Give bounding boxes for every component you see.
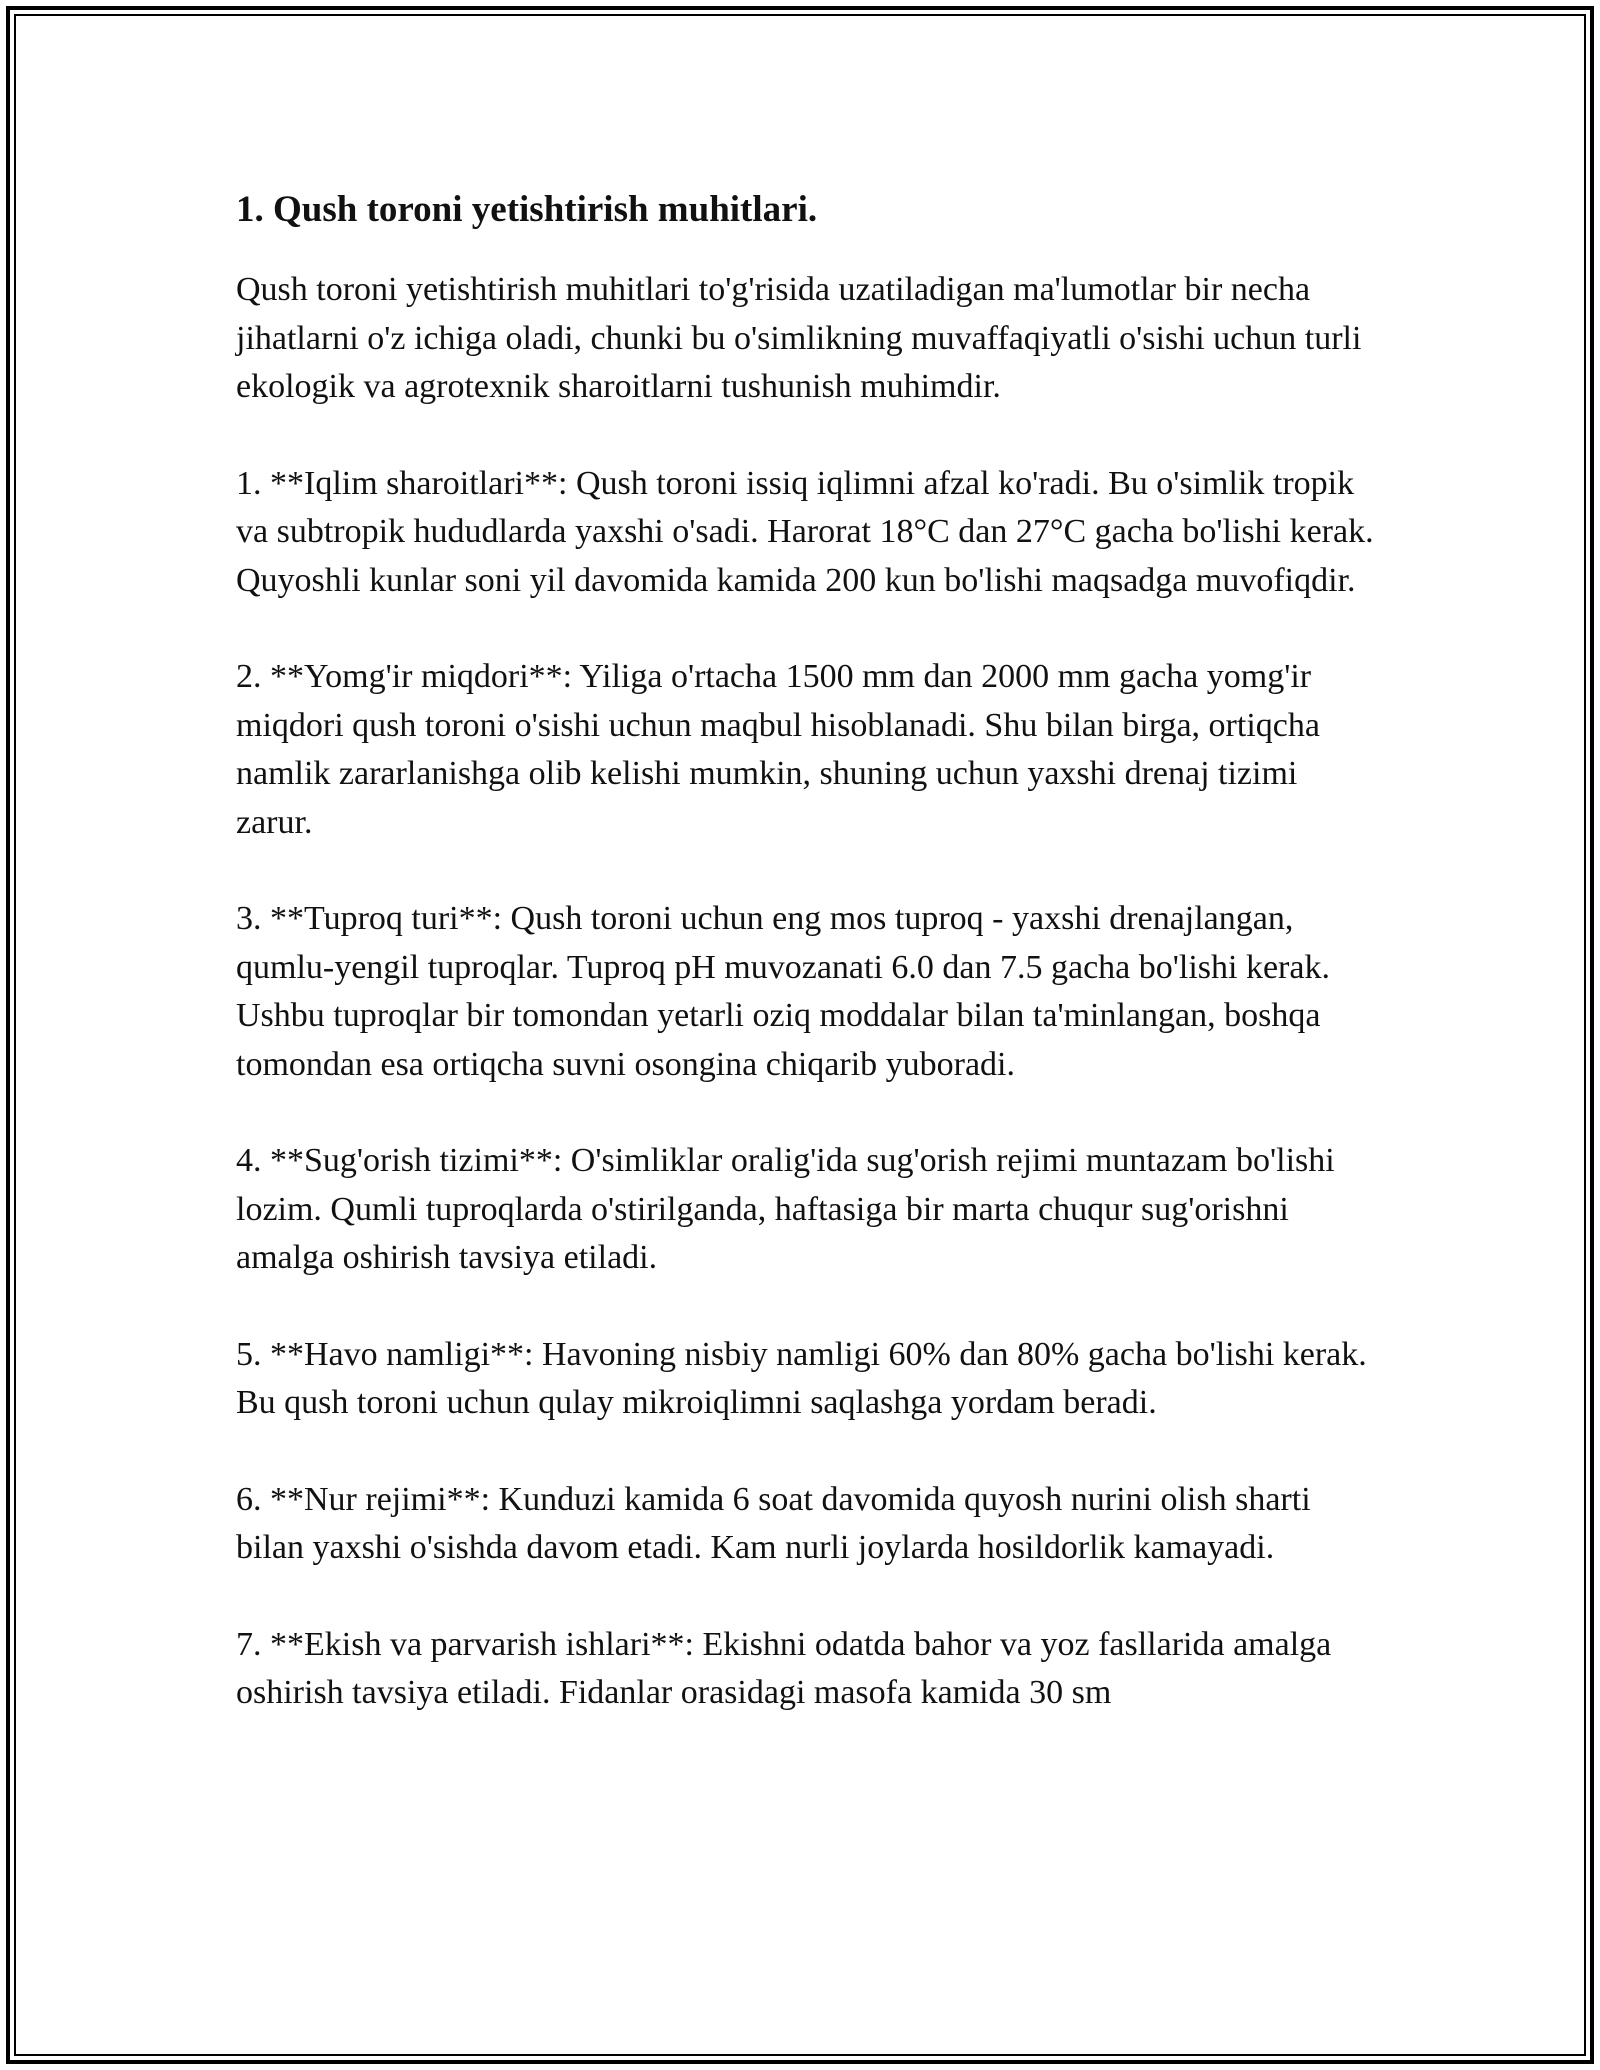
list-item-light: 6. **Nur rejimi**: Kunduzi kamida 6 soat davomida quyosh nurini olish sharti bilan yaxshi o'sishda davom etadi. Kam nurli joylarda hosildorlik kamayadi.	[236, 1480, 1311, 1566]
list-item-irrigation: 4. **Sug'orish tizimi**: O'simliklar oralig'ida sug'orish rejimi muntazam bo'lishi lozim. Qumli tuproqlarda o'stirilganda, haftasiga bir marta chuqur sug'orishni amalga oshirish tavsiya etiladi.	[236, 1142, 1335, 1276]
list-item-rainfall: 2. **Yomg'ir miqdori**: Yiliga o'rtacha 1500 mm dan 2000 mm gacha yomg'ir miqdori qush toroni o'sishi uchun maqbul hisoblanadi. Shu bilan birga, ortiqcha namlik zararlanishga olib kelishi mumkin, shuning uchun yaxshi drenaj tizimi zarur.	[236, 658, 1320, 841]
intro-paragraph: Qush toroni yetishtirish muhitlari to'g'risida uzatiladigan ma'lumotlar bir necha jihatlarni o'z ichiga oladi, chunki bu o'simlikning muvaffaqiyatli o'sishi uchun turli ekologik va agrotexnik sharoitlarni tushunish muhimdir.	[236, 271, 1362, 405]
list-item-planting: 7. **Ekish va parvarish ishlari**: Ekishni odatda bahor va yoz fasllarida amalga oshirish tavsiya etiladi. Fidanlar orasidagi masofa kamida 30 sm	[236, 1625, 1332, 1711]
document-body	[236, 186, 1376, 1766]
list-item-humidity: 5. **Havo namligi**: Havoning nisbiy namligi 60% dan 80% gacha bo'lishi kerak. Bu qush toroni uchun qulay mikroiqlimni saqlashga yordam beradi.	[236, 1335, 1367, 1421]
list-item-climate: 1. **Iqlim sharoitlari**: Qush toroni issiq iqlimni afzal ko'radi. Bu o'simlik tropik va subtropik hududlarda yaxshi o'sadi. Harorat 18°C dan 27°C gacha bo'lishi kerak. Quyoshli kunlar soni yil davomida kamida 200 kun bo'lishi maqsadga muvofiqdir.	[236, 464, 1374, 599]
list-item-soil-type: 3. **Tuproq turi**: Qush toroni uchun eng mos tuproq - yaxshi drenajlangan, qumlu-yengil tuproqlar. Tuproq pH muvozanati 6.0 dan 7.5 gacha bo'lishi kerak. Ushbu tuproqlar bir tomondan yetarli oziq moddalar bilan ta'minlangan, boshqa tomondan esa ortiqcha suvni osongina chiqarib yuboradi.	[236, 900, 1330, 1083]
section-heading: 1. Qush toroni yetishtirish muhitlari.	[236, 189, 818, 230]
